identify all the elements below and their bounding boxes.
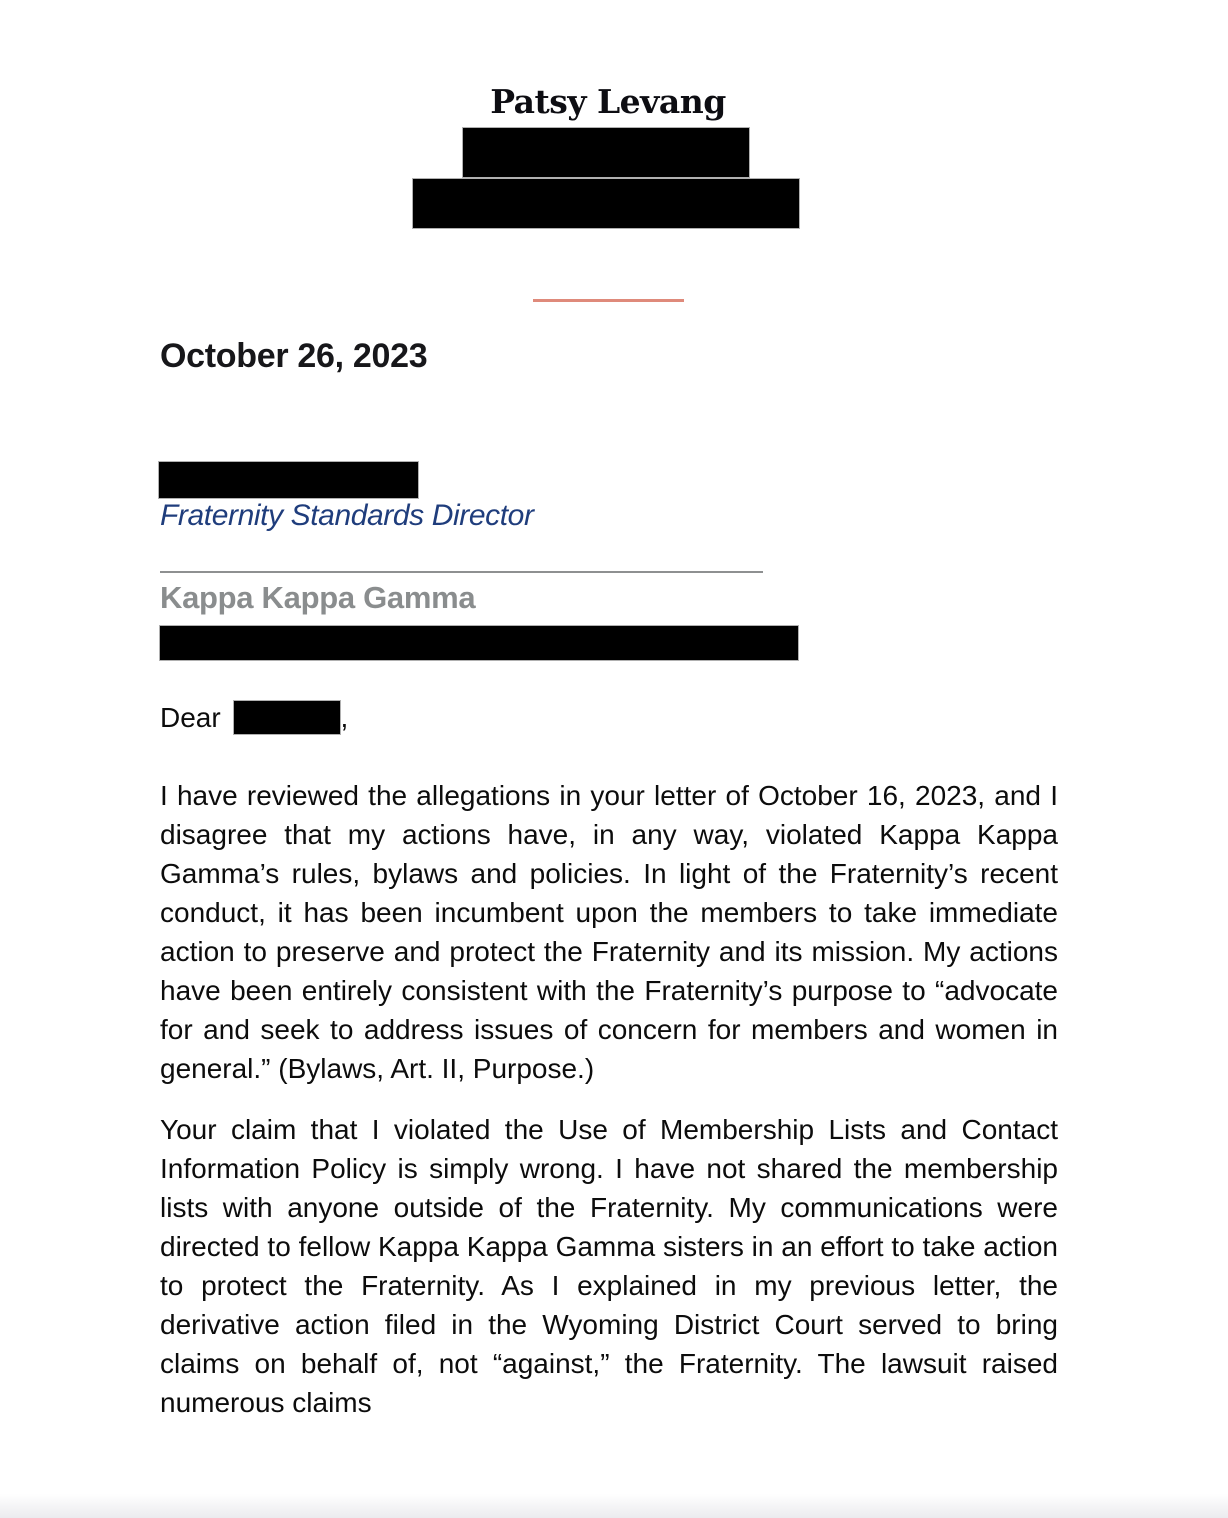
salutation-prefix: Dear: [160, 702, 229, 733]
body-paragraph-2: Your claim that I violated the Use of Membership Lists and Contact Information Policy is simply wrong. I have not shared the membership lists with anyone outside of the Fraternity. My communications were directed to fellow Kappa Kappa Gamma sisters in an effort to take action to protect the Fraternity. As I explained in my previous letter, the derivative action filed in the Wyoming District Court served to bring claims on behalf of, not “against,” the Fraternity. The lawsuit raised numerous claims: [160, 1114, 1058, 1418]
redaction-bar-salutation-name: [234, 701, 340, 734]
redaction-bar-recipient-address: [160, 626, 798, 660]
redaction-bar-letterhead-line-1: [463, 128, 749, 177]
letter-body: [160, 776, 1058, 1422]
recipient-organization: Kappa Kappa Gamma: [160, 580, 476, 615]
recipient-title: Fraternity Standards Director: [160, 499, 534, 532]
letterhead-author-name: Patsy Levang: [490, 82, 726, 121]
body-paragraph-1: I have reviewed the allegations in your letter of October 16, 2023, and I disagree that my actions have, in any way, violated Kappa Kappa Gamma’s rules, bylaws and policies. In light of the Fraternity’s recent conduct, it has been incumbent upon the members to take immediate action to preserve and protect the Fraternity and its mission. My actions have been entirely consistent with the Fraternity’s purpose to “advocate for and seek to address issues of concern for members and women in general.” (Bylaws, Art. II, Purpose.): [160, 780, 1058, 1084]
salutation: [160, 698, 348, 737]
salutation-comma: ,: [340, 702, 349, 733]
letter-date: October 26, 2023: [160, 337, 428, 375]
page-bottom-edge-shadow: [0, 1494, 1228, 1518]
recipient-section-divider: [160, 571, 763, 573]
letterhead-accent-divider: [533, 299, 684, 302]
redaction-bar-letterhead-line-2: [413, 179, 799, 228]
redaction-bar-recipient-name: [159, 462, 418, 498]
